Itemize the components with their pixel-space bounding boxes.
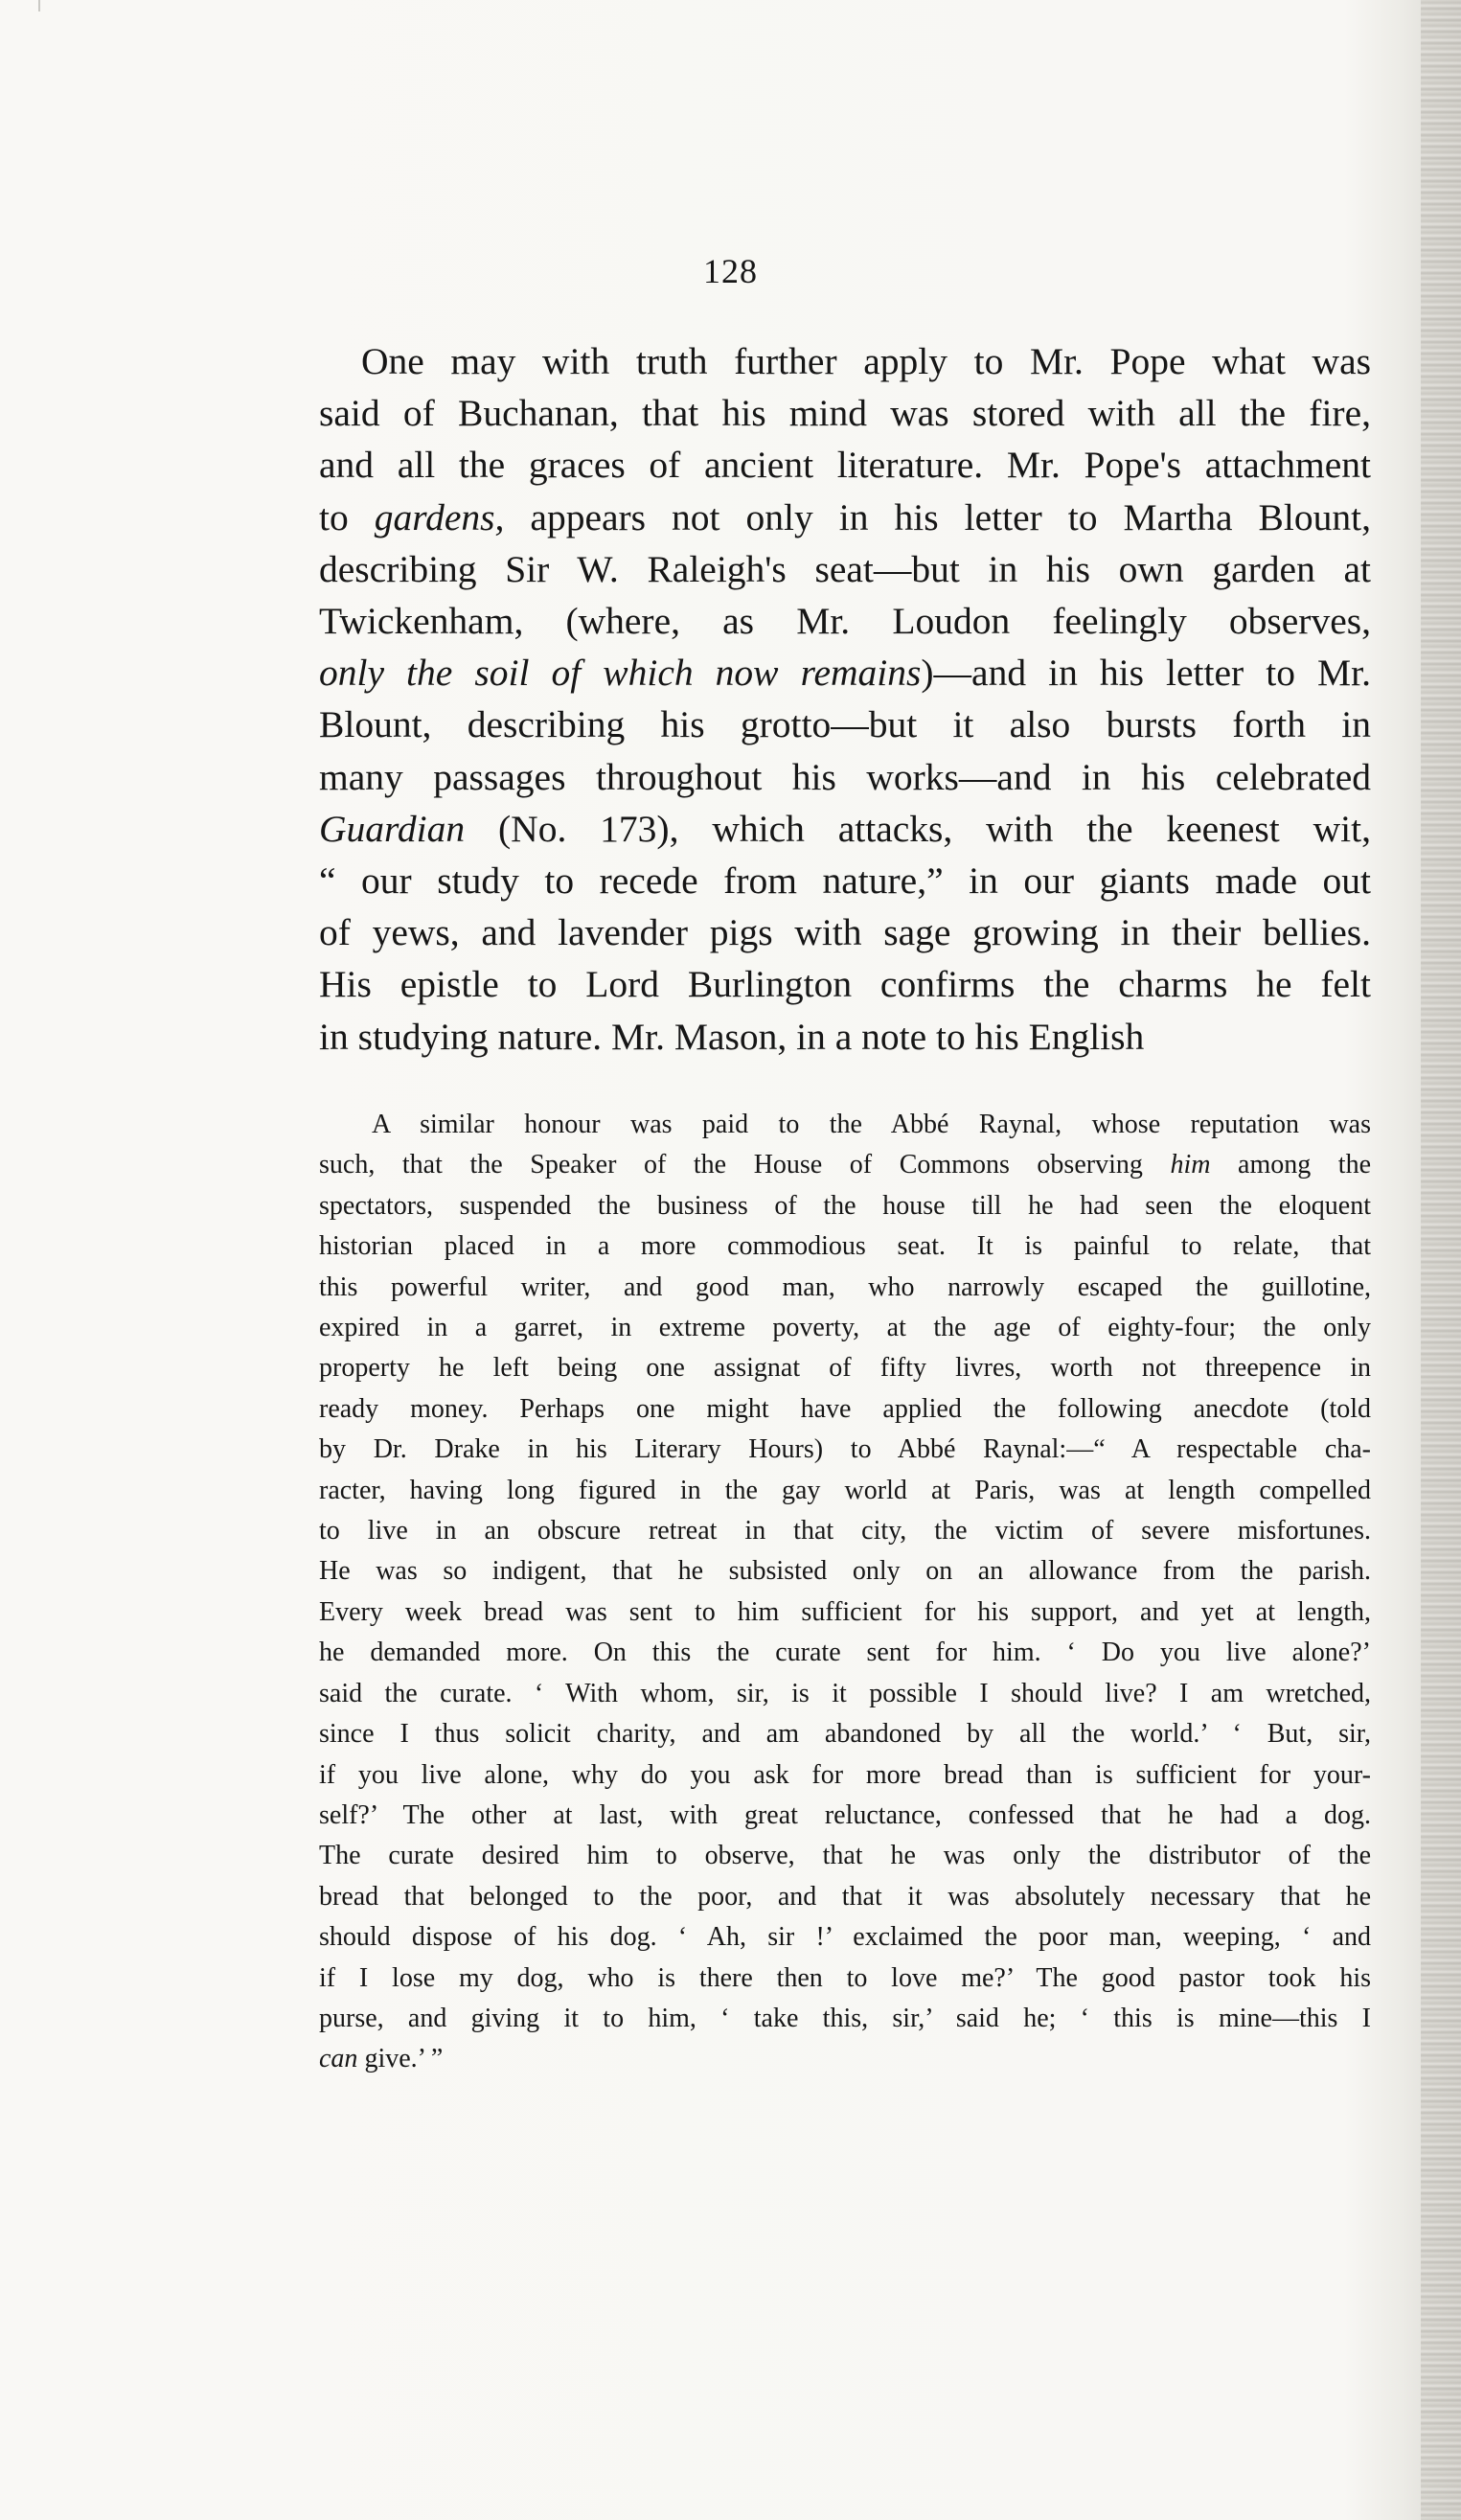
main-paragraph-italic-segment: gardens, <box>374 495 505 538</box>
main-paragraph-text-segment: to <box>319 495 375 538</box>
main-paragraph-line: One may with truth further apply to Mr. Pope what was <box>361 340 1371 382</box>
footnote-text-segment: among the <box>1210 1150 1372 1180</box>
footnote-line: if I lose my dog, who is there then to love me?’ The good pastor took his <box>319 1962 1371 1993</box>
main-paragraph-line: Blount, describing his grotto—but it also bursts forth in <box>319 703 1371 746</box>
footnote-text-segment: such, that the Speaker of the House of Commons observing <box>319 1150 1171 1180</box>
footnote-line: property he left being one assignat of fifty livres, worth not threepence in <box>319 1353 1371 1384</box>
footnote-line <box>319 2039 1371 2079</box>
footnote-line: purse, and giving it to him, ‘ take this, sir,’ said he; ‘ this is mine—this I <box>319 2003 1371 2033</box>
main-paragraph-line: describing Sir W. Raleigh's seat—but in his own garden at <box>319 547 1371 590</box>
main-paragraph-text-segment: appears not only in his letter to Martha Blount, <box>504 495 1371 538</box>
footnote-line: by Dr. Drake in his Literary Hours) to Abbé Raynal:—“ A respectable cha- <box>319 1434 1371 1465</box>
main-paragraph-line: “ our study to recede from nature,” in our giants made out <box>319 859 1371 903</box>
main-paragraph-line <box>319 492 1371 543</box>
footnote-line: racter, having long figured in the gay world at Paris, was at length compelled <box>319 1475 1371 1505</box>
page-edge-mark <box>38 0 79 11</box>
footnote-italic-segment: him <box>1170 1150 1211 1180</box>
footnote-line: this powerful writer, and good man, who narrowly escaped the guillotine, <box>319 1271 1371 1302</box>
footnote-line: A similar honour was paid to the Abbé Raynal, whose reputation was <box>372 1110 1371 1139</box>
main-paragraph-line: said of Buchanan, that his mind was stored with all the fire, <box>319 392 1371 435</box>
footnote-text-segment: give.’ ” <box>357 2044 444 2074</box>
main-paragraph-italic-segment: Guardian <box>319 807 466 850</box>
footnote-line: He was so indigent, that he subsisted only on an allowance from the parish. <box>319 1556 1371 1587</box>
footnote-line: to live in an obscure retreat in that city, the victim of severe misfortunes. <box>319 1516 1371 1546</box>
footnote-line: spectators, suspended the business of the house till he had seen the eloquent <box>319 1190 1371 1221</box>
main-paragraph-line <box>319 647 1371 699</box>
main-paragraph-text-segment: (No. 173), which attacks, with the keenest wit, <box>465 807 1371 850</box>
footnote-line: bread that belonged to the poor, and that it was absolutely necessary that he <box>319 1881 1371 1912</box>
main-paragraph-line: His epistle to Lord Burlington confirms the charms he felt <box>319 963 1371 1006</box>
footnote-italic-segment: can <box>319 2044 358 2074</box>
page-number: 128 <box>703 252 758 290</box>
main-paragraph <box>319 335 1371 1063</box>
footnote-line: he demanded more. On this the curate sent for him. ‘ Do you live alone?’ <box>319 1638 1371 1668</box>
footnote-line: The curate desired him to observe, that he was only the distributor of the <box>319 1841 1371 1871</box>
main-paragraph-line <box>319 803 1371 855</box>
footnote-line: historian placed in a more commodious seat. It is painful to relate, that <box>319 1231 1371 1262</box>
footnote-line <box>319 1145 1371 1185</box>
main-paragraph-line: of yews, and lavender pigs with sage growing in their bellies. <box>319 911 1371 954</box>
page-binding-edge <box>1421 0 1461 2520</box>
footnote-line: Every week bread was sent to him sufficient for his support, and yet at length, <box>319 1596 1371 1627</box>
footnote-line: ready money. Perhaps one might have applied the following anecdote (told <box>319 1393 1371 1424</box>
main-paragraph-italic-segment: only the soil of which now remains <box>319 652 922 695</box>
footnote-line: should dispose of his dog. ‘ Ah, sir !’ exclaimed the poor man, weeping, ‘ and <box>319 1922 1371 1953</box>
main-paragraph-line: Twickenham, (where, as Mr. Loudon feelingly observes, <box>319 600 1371 643</box>
footnote-line: if you live alone, why do you ask for more bread than is sufficient for your- <box>319 1759 1371 1790</box>
main-paragraph-text-segment: )—and in his letter to Mr. <box>921 652 1371 695</box>
footnote-line: self?’ The other at last, with great reluctance, confessed that he had a dog. <box>319 1799 1371 1830</box>
footnote-line: since I thus solicit charity, and am abandoned by all the world.’ ‘ But, sir, <box>319 1719 1371 1750</box>
footnote-line: expired in a garret, in extreme poverty, at the age of eighty-four; the only <box>319 1313 1371 1343</box>
footnote-line: said the curate. ‘ With whom, sir, is it possible I should live? I am wretched, <box>319 1678 1371 1708</box>
footnote <box>319 1105 1371 2080</box>
main-paragraph-line: in studying nature. Mr. Mason, in a note to his English <box>319 1015 1145 1058</box>
main-paragraph-line: many passages throughout his works—and in his celebrated <box>319 755 1371 798</box>
main-paragraph-line: and all the graces of ancient literature. Mr. Pope's attachment <box>319 444 1371 487</box>
